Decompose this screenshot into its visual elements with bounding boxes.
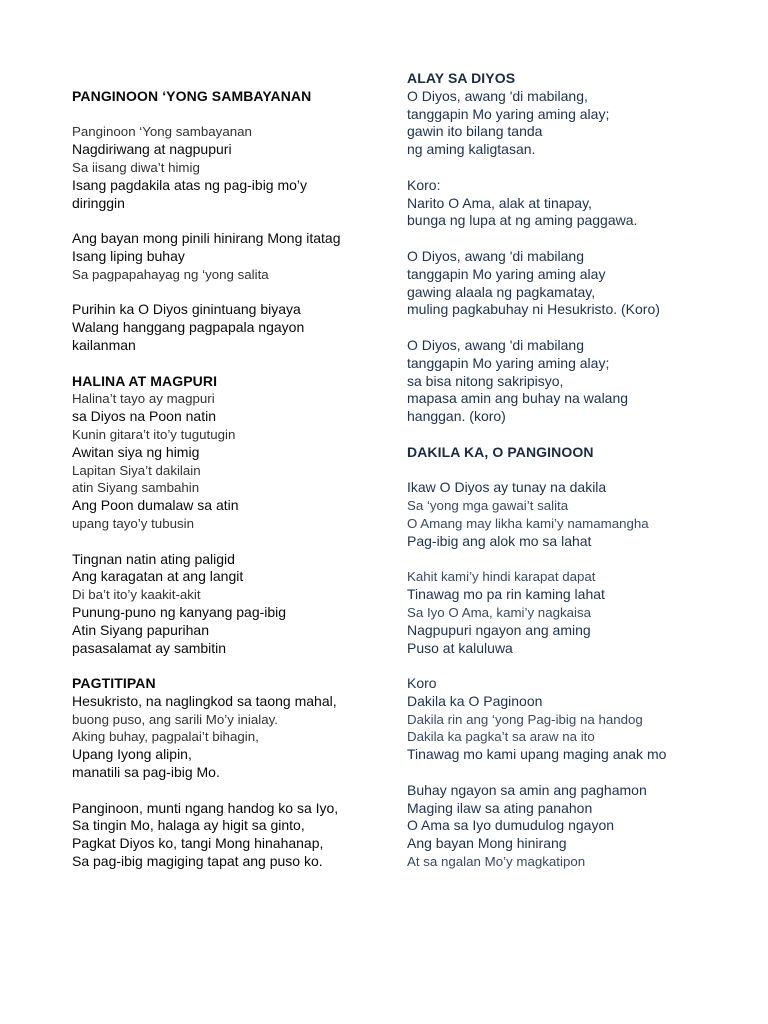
lyric-line: manatili sa pag-ibig Mo. [72,764,220,781]
lyric-line: Sa tingin Mo, halaga ay higit sa ginto, [72,817,305,834]
song-title-dakila-ka-o-panginoon: DAKILA KA, O PANGINOON [407,443,594,460]
lyric-line: Punung-puno ng kanyang pag-ibig [72,603,287,620]
song-title-halina-at-magpuri: HALINA AT MAGPURI [72,372,218,389]
stanza-gap [407,551,747,569]
stanza-gap [72,212,392,230]
lyric-line: Maging ilaw sa ating panahon [407,799,593,816]
lyric-line: bunga ng lupa at ng aming paggawa. [407,212,638,229]
lyric-line: hanggan. (koro) [407,408,506,425]
lyric-line: Koro: [407,176,441,193]
lyric-line: Nagdiriwang at nagpupuri [72,141,232,158]
lyric-line: Atin Siyang papurihan [72,621,209,638]
song-title-pagtitipan: PAGTITIPAN [72,675,156,692]
lyric-line: muling pagkabuhay ni Hesukristo. (Koro) [407,301,660,318]
lyric-line: Sa pag-ibig magiging tapat ang puso ko. [72,853,323,870]
lyric-line: Pagkat Diyos ko, tangi Mong hinahanap, [72,835,324,852]
lyric-line: sa Diyos na Poon natin [72,408,216,425]
stanza-gap [407,319,747,337]
lyric-line: Aking buhay, pagpalai’t bihagin, [72,729,259,745]
lyric-line: Dakila ka pagka’t sa araw na ito [407,729,595,745]
song-title-alay-sa-diyos: ALAY SA DIYOS [407,70,516,86]
lyric-line: Panginoon, munti ngang handog ko sa Iyo, [72,799,339,816]
left-column [72,70,392,871]
lyric-line: Buhay ngayon sa amin ang paghamon [407,781,647,798]
lyric-line: Ang Poon dumalaw sa atin [72,497,239,514]
lyric-line: Kahit kami’y hindi karapat dapat [407,569,596,585]
lyric-line: sa bisa nitong sakripisyo, [407,372,564,389]
stanza-gap [407,426,747,444]
lyric-line: Ikaw O Diyos ay tunay na dakila [407,479,607,496]
lyric-line: diringgin [72,194,125,211]
lyric-line: Sa Iyo O Ama, kami’y nagkaisa [407,604,592,620]
lyric-line: O Diyos, awang 'di mabilang, [407,87,588,104]
lyric-line: ng aming kaligtasan. [407,141,536,158]
stanza-gap [72,533,392,551]
lyric-line: Isang liping buhay [72,247,185,264]
lyric-line: Panginoon ‘Yong sambayanan [72,124,252,140]
lyric-line: Narito O Ama, alak at tinapay, [407,194,592,211]
stanza-gap [72,106,392,124]
lyric-line: pasasalamat ay sambitin [72,639,227,656]
lyric-line: Lapitan Siya’t dakilain [72,462,201,478]
lyric-line: tanggapin Mo yaring aming alay; [407,105,610,122]
lyric-line: O Diyos, awang 'di mabilang [407,336,584,353]
stanza-gap [407,462,747,480]
lyric-line: Dakila ka O Paginoon [407,692,543,709]
lyric-line: Purihin ka O Diyos ginintuang biyaya [72,301,301,318]
stanza-gap [72,355,392,373]
lyric-line: kailanman [72,336,136,353]
lyric-line: Isang pagdakila atas ng pag-ibig mo’y [72,176,308,193]
song-title-panginoon-yong-sambayanan: PANGINOON ‘YONG SAMBAYANAN [72,87,312,104]
stanza-gap [72,284,392,302]
lyric-line: Upang Iyong alipin, [72,746,192,763]
lyric-line: Sa ‘yong mga gawai’t salita [407,498,569,514]
lyric-line: Koro [407,675,437,692]
lyric-line: Dakila rin ang ‘yong Pag-ibig na handog [407,711,643,727]
lyric-line: atin Siyang sambahin [72,480,200,496]
lyric-line: mapasa amin ang buhay na walang [407,390,629,407]
stanza-gap [72,657,392,675]
lyric-line: Ang karagatan at ang langit [72,568,244,585]
lyric-line: gawing alaala ng pagkamatay, [407,283,596,300]
lyric-line: Tinawag mo kami upang maging anak mo [407,746,667,763]
lyric-line: Kunin gitara’t ito’y tugutugin [72,426,236,442]
lyric-line: O Amang may likha kami’y namamangha [407,515,649,531]
lyric-line: Ang bayan Mong hinirang [407,835,567,852]
lyric-line: upang tayo’y tubusin [72,515,194,531]
lyric-line: Tingnan natin ating paligid [72,550,235,567]
right-column [407,70,747,871]
lyric-line: Tinawag mo pa rin kaming lahat [407,586,605,603]
lyric-line: Walang hanggang pagpapala ngayon [72,319,305,336]
stanza-gap [407,159,747,177]
stanza-gap [407,230,747,248]
stanza-gap [72,782,392,800]
lyric-line: tanggapin Mo yaring aming alay [407,265,606,282]
lyric-line: Puso at kaluluwa [407,639,513,656]
lyric-line: O Ama sa Iyo dumudulog ngayon [407,817,615,834]
stanza-gap [407,657,747,675]
lyric-line: gawin ito bilang tanda [407,123,543,140]
lyric-line: buong puso, ang sarili Mo’y inialay. [72,711,278,727]
lyric-line: Awitan siya ng himig [72,443,200,460]
lyric-line: Ang bayan mong pinili hinirang Mong itatag [72,230,341,247]
lyric-line: Hesukristo, na naglingkod sa taong mahal, [72,692,337,709]
lyric-line: O Diyos, awang 'di mabilang [407,247,584,264]
lyric-line: Di ba’t ito’y kaakit-akit [72,587,201,603]
lyric-line: Pag-ibig ang alok mo sa lahat [407,532,592,549]
lyric-line: Sa iisang diwa’t himig [72,159,200,175]
stanza-gap [407,764,747,782]
lyric-line: Nagpupuri ngayon ang aming [407,621,591,638]
lyric-line: Sa pagpapahayag ng ‘yong salita [72,266,269,282]
stanza-gap [72,70,392,88]
lyric-line: tanggapin Mo yaring aming alay; [407,354,610,371]
lyric-line: Halina’t tayo ay magpuri [72,391,215,407]
lyric-line: At sa ngalan Mo’y magkatipon [407,854,586,870]
